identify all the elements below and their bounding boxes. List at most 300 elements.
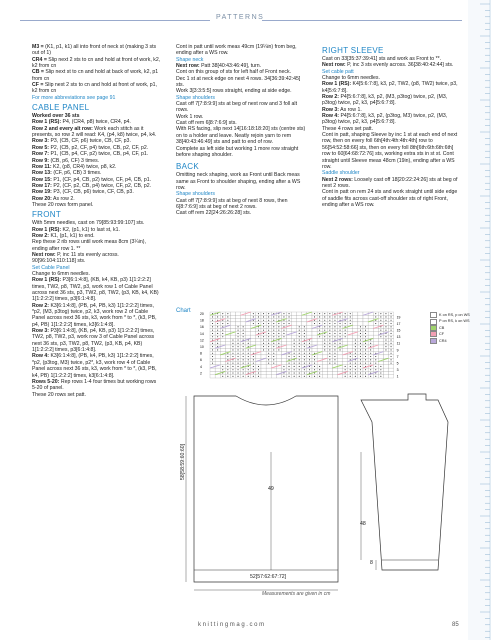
purl-dot [273, 326, 274, 327]
purl-dot [309, 356, 310, 357]
purl-dot [238, 373, 239, 374]
purl-dot [329, 349, 330, 350]
purl-dot [212, 349, 213, 350]
purl-dot [253, 366, 254, 367]
purl-dot [212, 359, 213, 360]
chart-cell [241, 319, 246, 322]
page-number: 85 [452, 622, 459, 628]
saddle-rows [322, 177, 462, 190]
purl-dot [273, 353, 274, 354]
chart-cell [338, 362, 343, 365]
chart-row-number-left: 4 [200, 364, 202, 369]
chart-cell [307, 335, 312, 338]
chart-cell [389, 371, 394, 374]
purl-dot [334, 326, 335, 327]
header-rule-left [20, 20, 210, 21]
purl-dot [232, 369, 233, 370]
purl-dot [232, 366, 233, 367]
front-pattern-row: Row 3: P3[6:1:4:8], (KB, p4, KB, p3) 1[1:2:2:2] times, TW2, p8, TW2, p3, work row 3 of Cable Panel across next 36 sts, p3, TW2, p8, TW2, (p3, KB, p4, KB) 1[1:2:2:2] times, p3[6:1:4:8]. [32, 328, 155, 354]
purl-dot [380, 323, 381, 324]
ruler-strip [468, 0, 491, 640]
subheading-saddle-shoulder: Saddle shoulder [322, 170, 360, 177]
purl-dot [329, 353, 330, 354]
purl-dot [294, 349, 295, 350]
chart-cell [338, 355, 343, 358]
chart-row-number-right: 7 [396, 354, 399, 359]
sleeve-row: Row 1 (RS): K4[5:6:7:8], k3, p2, TW2, (p8, TW2) twice, p3, k4[5:6:7:8]. [322, 81, 458, 94]
purl-dot [375, 376, 376, 377]
chart-cell [348, 329, 353, 332]
purl-dot [365, 353, 366, 354]
purl-dot [304, 330, 305, 331]
chart-label: Chart [176, 308, 191, 314]
purl-dot [329, 336, 330, 337]
chart-cell [307, 322, 312, 325]
purl-dot [212, 343, 213, 344]
purl-dot [309, 376, 310, 377]
purl-dot [268, 323, 269, 324]
purl-dot [238, 359, 239, 360]
purl-dot [283, 369, 284, 370]
chart-cell [246, 325, 251, 328]
front-pattern-row: Row 2: K3[6:1:4:8], (PB, p4, PB, k3) 1[1:2:2:2] times, *p2, (M3, p3tog) twice, p2, k3, work row 2 of Cable Panel across next 36 sts, k3, work from * to *, (k3, PB, p4, PB) 1[1:2:2:2] times, k3[6:1:4:8]. [32, 302, 157, 328]
chart-cell [261, 371, 266, 374]
purl-dot [238, 366, 239, 367]
purl-dot [391, 343, 392, 344]
chart-cell [353, 312, 358, 315]
front-pattern-row: Row 4: K3[6:1:4:8], (PB, k4, PB, k3) 1[1:2:2:2] times, *p2, (p3tog, M3) twice, p2*, k3, work row 4 of Cable Panel across next 36 sts, k3, work from * to *, (k3, PB, k4, PB) 1[1:2:2:2] times, k3[6:1:4:8]. [32, 353, 157, 379]
chart-cell [215, 375, 220, 378]
legend-item [430, 318, 470, 324]
purl-dot [324, 349, 325, 350]
chart-cell [353, 329, 358, 332]
purl-dot [385, 346, 386, 347]
purl-dot [360, 340, 361, 341]
purl-dot [355, 366, 356, 367]
purl-dot [299, 326, 300, 327]
purl-dot [299, 349, 300, 350]
purl-dot [299, 366, 300, 367]
purl-dot [345, 323, 346, 324]
cable-row: Row 17: P2, (CF, p2, CB, p4) twice, CF, p2, CB, p2. [32, 182, 152, 189]
purl-dot [360, 326, 361, 327]
purl-dot [355, 356, 356, 357]
purl-dot [304, 359, 305, 360]
purl-dot [345, 369, 346, 370]
chart-cell [276, 368, 281, 371]
legend-swatch [430, 325, 437, 331]
purl-dot [329, 356, 330, 357]
purl-dot [232, 363, 233, 364]
neck-row: Next row: Patt 38[40:43:46:49], turn. [176, 63, 262, 70]
front-pattern-rows [32, 277, 162, 391]
chart-cell [378, 362, 383, 365]
purl-dot [258, 330, 259, 331]
purl-dot [385, 343, 386, 344]
purl-dot [253, 376, 254, 377]
purl-dot [248, 359, 249, 360]
back-text: Omitting neck shaping, work as Front until Back meas same as Front to shoulder shaping, ending after a WS row. [176, 172, 301, 191]
purl-dot [253, 316, 254, 317]
purl-dot [370, 349, 371, 350]
chart-cell [220, 338, 225, 341]
purl-dot [385, 326, 386, 327]
purl-dot [258, 323, 259, 324]
chart-cell [353, 315, 358, 318]
purl-dot [263, 346, 264, 347]
purl-dot [391, 356, 392, 357]
purl-dot [329, 323, 330, 324]
purl-dot [304, 373, 305, 374]
purl-dot [334, 323, 335, 324]
purl-dot [238, 326, 239, 327]
purl-dot [238, 353, 239, 354]
purl-dot [243, 373, 244, 374]
purl-dot [253, 356, 254, 357]
chart-cell [332, 371, 337, 374]
purl-dot [350, 369, 351, 370]
purl-dot [289, 323, 290, 324]
chart-cell [287, 338, 292, 341]
purl-dot [222, 323, 223, 324]
chart-cell [220, 348, 225, 351]
chart-cell [383, 362, 388, 365]
purl-dot [324, 326, 325, 327]
saddle-row: Next 2 rows: Loosely cast off 18[20:22:24:26] sts at beg of next 2 rows. [322, 176, 458, 189]
heading-front: FRONT [32, 210, 62, 220]
purl-dot [243, 346, 244, 347]
chart-cell [338, 375, 343, 378]
chart-cell [317, 345, 322, 348]
chart-cell [302, 315, 307, 318]
purl-dot [329, 326, 330, 327]
purl-dot [283, 336, 284, 337]
purl-dot [365, 336, 366, 337]
purl-dot [360, 343, 361, 344]
cable-row: Row 11: K2, (p8, CR4) twice, p8, k2. [32, 163, 117, 170]
purl-dot [319, 366, 320, 367]
purl-dot [319, 323, 320, 324]
purl-dot [222, 333, 223, 334]
purl-dot [380, 373, 381, 374]
purl-dot [243, 369, 244, 370]
purl-dot [248, 363, 249, 364]
purl-dot [248, 349, 249, 350]
purl-dot [319, 336, 320, 337]
purl-dot [253, 323, 254, 324]
purl-dot [263, 336, 264, 337]
chart-row-number-right: 5 [396, 361, 399, 366]
purl-dot [294, 366, 295, 367]
purl-dot [227, 313, 228, 314]
chart-cell [378, 338, 383, 341]
chart-cell [241, 322, 246, 325]
chart-cell [378, 355, 383, 358]
purl-dot [304, 346, 305, 347]
chart-cell [241, 315, 246, 318]
purl-dot [365, 326, 366, 327]
purl-dot [370, 343, 371, 344]
purl-dot [355, 343, 356, 344]
purl-dot [243, 333, 244, 334]
purl-dot [309, 363, 310, 364]
chart-cell [332, 368, 337, 371]
chart-cell [287, 329, 292, 332]
purl-dot [365, 369, 366, 370]
purl-dot [263, 323, 264, 324]
purl-dot [258, 376, 259, 377]
purl-dot [304, 369, 305, 370]
chart-row-number-right: 17 [396, 321, 401, 326]
purl-dot [294, 346, 295, 347]
chart-cell [353, 319, 358, 322]
chart-cell [236, 312, 241, 315]
chart-cell [246, 329, 251, 332]
purl-dot [340, 333, 341, 334]
chart-cell [287, 342, 292, 345]
sleeve-shaping: Cont in patt, shaping Sleeve by inc 1 st at each end of next row, then on every foll 6th[4th:4th:4th:4th] row to 56[54:52:58:66] sts, then on every foll 8th[6th:6th:6th:6th] row to 60[64:68:72:76] sts, working extra sts in st st. Cont straight until Sleeve meas 48cm (19in), ending after a WS row. [322, 132, 458, 170]
purl-dot [334, 353, 335, 354]
chart-cell [348, 345, 353, 348]
purl-dot [304, 326, 305, 327]
heading-back: BACK [176, 162, 199, 172]
purl-dot [309, 343, 310, 344]
purl-dot [380, 336, 381, 337]
purl-dot [273, 323, 274, 324]
purl-dot [268, 316, 269, 317]
chart-cell [307, 332, 312, 335]
purl-dot [294, 373, 295, 374]
purl-dot [391, 346, 392, 347]
purl-dot [360, 336, 361, 337]
purl-dot [314, 363, 315, 364]
purl-dot [360, 356, 361, 357]
purl-dot [253, 363, 254, 364]
purl-dot [222, 330, 223, 331]
purl-dot [278, 323, 279, 324]
purl-dot [289, 363, 290, 364]
purl-dot [253, 359, 254, 360]
chart-cell [225, 329, 230, 332]
chart-cell [312, 342, 317, 345]
purl-dot [304, 336, 305, 337]
purl-dot [217, 330, 218, 331]
chart-cell [327, 368, 332, 371]
purl-dot [329, 313, 330, 314]
purl-dot [360, 366, 361, 367]
chart-cell [383, 375, 388, 378]
purl-dot [232, 346, 233, 347]
purl-dot [355, 340, 356, 341]
chart-cell [378, 348, 383, 351]
purl-dot [258, 336, 259, 337]
purl-dot [345, 333, 346, 334]
purl-dot [217, 323, 218, 324]
purl-dot [355, 349, 356, 350]
purl-dot [289, 369, 290, 370]
purl-dot [217, 343, 218, 344]
sleeve-next-row [322, 62, 462, 68]
front-rib-note: Rep these 2 rib rows until work meas 8cm (3¼in), ending after row 1. ** [32, 239, 146, 252]
purl-dot [380, 320, 381, 321]
purl-dot [212, 330, 213, 331]
legend-swatch [430, 331, 437, 337]
chart-cell [230, 325, 235, 328]
purl-dot [375, 356, 376, 357]
purl-dot [212, 326, 213, 327]
purl-dot [232, 349, 233, 350]
purl-dot [212, 363, 213, 364]
purl-dot [329, 340, 330, 341]
purl-dot [258, 313, 259, 314]
purl-dot [299, 376, 300, 377]
purl-dot [294, 369, 295, 370]
cable-row: Row 5: P2, (CB, p2, CF, p4) twice, CB, p2, CF, p2. [32, 144, 149, 151]
purl-dot [278, 333, 279, 334]
purl-dot [329, 320, 330, 321]
cable-worked-over: Worked over 36 sts [32, 113, 80, 120]
purl-dot [350, 366, 351, 367]
chart-cell [230, 315, 235, 318]
more-abbreviations-link[interactable]: For more abbreviations see page 91 [32, 94, 116, 101]
purl-dot [289, 366, 290, 367]
purl-dot [227, 323, 228, 324]
chart-cell [358, 312, 363, 315]
chart-cell [246, 335, 251, 338]
purl-dot [268, 340, 269, 341]
purl-dot [329, 359, 330, 360]
purl-dot [350, 363, 351, 364]
heading-cable-panel: CABLE PANEL [32, 103, 90, 113]
purl-dot [329, 333, 330, 334]
purl-dot [385, 340, 386, 341]
chart-row-number-right: 9 [396, 348, 399, 353]
chart-cell [266, 371, 271, 374]
shoulder-text: Cast off 7[7:8:9:9] sts at beg of next row and 3 foll alt rows. Work 1 row. Cast off rem 6[8:7:6:9] sts. With RS facing, slip next 14[16:18:18:20] sts (centre sts) on to a holder and leave. Neatly rejoin yarn to rem 38[40:43:46:49] sts and patt to end of row. Complete as left side but working 1 more row straight before shaping shoulder. [176, 101, 306, 158]
chart-row-number-left: 2 [200, 371, 202, 376]
chart-cell [383, 355, 388, 358]
purl-dot [268, 336, 269, 337]
purl-dot [299, 359, 300, 360]
chart-cell [322, 375, 327, 378]
purl-dot [360, 330, 361, 331]
chart-cell [225, 338, 230, 341]
purl-dot [304, 343, 305, 344]
chart-cell [230, 329, 235, 332]
chart-cell [373, 335, 378, 338]
abbreviation-item: CF = Slip next 2 sts to cn and hold at front of work, p1, k2 from cn [32, 82, 158, 95]
chart-cell [317, 342, 322, 345]
chart-cell [236, 322, 241, 325]
chart-cell [281, 362, 286, 365]
page-header [0, 14, 491, 26]
purl-dot [380, 376, 381, 377]
chart-cell [276, 352, 281, 355]
purl-dot [217, 349, 218, 350]
front-row: Row 2: K1, (p1, k1) to end. [32, 232, 95, 239]
chart-cell [230, 312, 235, 315]
purl-dot [232, 343, 233, 344]
cuff-measure: 8 [370, 560, 373, 566]
purl-dot [227, 369, 228, 370]
purl-dot [299, 340, 300, 341]
purl-dot [365, 373, 366, 374]
purl-dot [391, 316, 392, 317]
purl-dot [299, 369, 300, 370]
purl-dot [268, 320, 269, 321]
chart-cell [292, 325, 297, 328]
purl-dot [314, 376, 315, 377]
purl-dot [309, 369, 310, 370]
purl-dot [345, 316, 346, 317]
chart-cell [363, 315, 368, 318]
purl-dot [375, 363, 376, 364]
purl-dot [217, 316, 218, 317]
purl-dot [258, 316, 259, 317]
chart-cell [343, 362, 348, 365]
purl-dot [243, 376, 244, 377]
chart-cell [251, 342, 256, 345]
purl-dot [304, 376, 305, 377]
cable-chart [198, 310, 408, 382]
chart-cell [256, 342, 261, 345]
legend-label: CB [439, 325, 445, 330]
purl-dot [289, 320, 290, 321]
chart-cell [215, 362, 220, 365]
purl-dot [238, 346, 239, 347]
purl-dot [268, 359, 269, 360]
purl-dot [212, 316, 213, 317]
cable-row: Row 15: P1, (CF, p4, CB, p2) twice, CF, p4, CB, p1. [32, 176, 152, 183]
chart-cell [348, 342, 353, 345]
purl-dot [324, 343, 325, 344]
purl-dot [365, 359, 366, 360]
chart-cell [322, 365, 327, 368]
abbreviation-item: CR4 = Slip next 2 sts to cn and hold at front of work, k2, k2 from cn [32, 56, 161, 70]
purl-dot [340, 316, 341, 317]
purl-dot [273, 363, 274, 364]
chart-cell [389, 365, 394, 368]
chart-cell [327, 365, 332, 368]
front-next-row: Next row: P, inc 11 sts evenly across. 90[96:104:110:118] sts. [32, 251, 119, 265]
footer-url[interactable]: knittingmag.com [198, 622, 266, 628]
purl-dot [299, 346, 300, 347]
purl-dot [273, 359, 274, 360]
purl-dot [385, 336, 386, 337]
chart-legend [430, 312, 470, 344]
cable-row: Row 2 and every alt row: Work each stitch as it presents, so row 2 will read: K4, (p4, k8) twice, p4, k4. [32, 125, 157, 139]
purl-dot [345, 336, 346, 337]
chart-cell [317, 348, 322, 351]
chart-cell [271, 375, 276, 378]
purl-dot [232, 353, 233, 354]
chart-cell [256, 355, 261, 358]
chart-cell [292, 322, 297, 325]
chart-cell [220, 355, 225, 358]
purl-dot [217, 333, 218, 334]
purl-dot [238, 340, 239, 341]
purl-dot [304, 356, 305, 357]
sleeve-outline [361, 394, 448, 570]
purl-dot [294, 340, 295, 341]
purl-dot [380, 330, 381, 331]
purl-dot [222, 316, 223, 317]
chart-row-number-left: 12 [200, 338, 204, 343]
saddle-text: Cont in patt on rem 24 sts and work straight until side edge of saddle fits across cast-off shoulder sts of right Front, ending after a WS row. [322, 189, 458, 208]
purl-dot [365, 376, 366, 377]
front-next-row [32, 252, 162, 265]
purl-dot [253, 313, 254, 314]
